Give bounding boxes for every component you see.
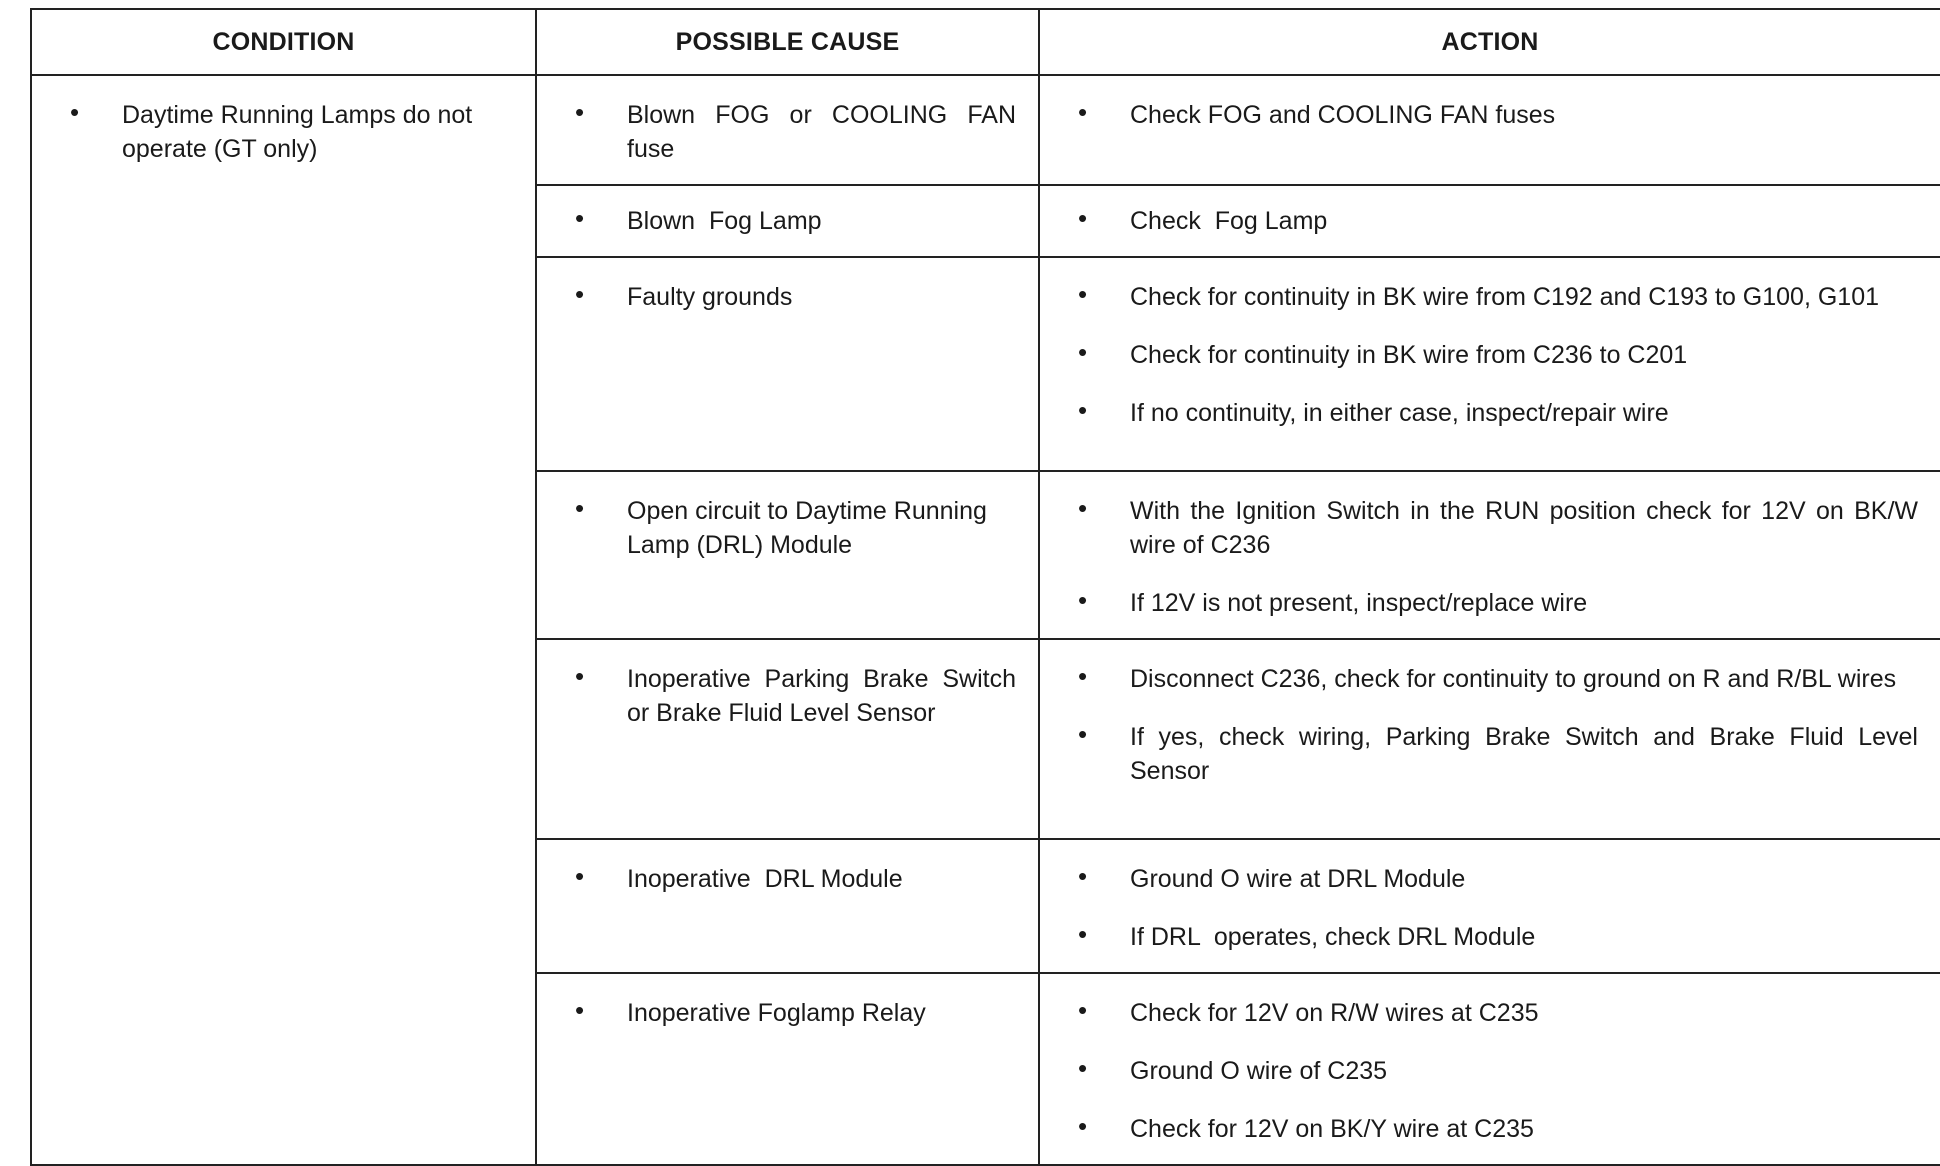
action-cell	[1039, 639, 1940, 839]
cause-cell	[536, 839, 1039, 973]
header-row	[31, 9, 1940, 75]
action-item: • Check FOG and COOLING FAN fuses	[1040, 98, 1940, 132]
cause-text: • Blown FOG or COOLING FAN fuse	[537, 98, 1038, 166]
action-item: • Check Fog Lamp	[1040, 204, 1940, 238]
cause-cell	[536, 639, 1039, 839]
condition-cell	[31, 75, 536, 1165]
action-item: • With the Ignition Switch in the RUN position check for 12V on BK/W wire of C236	[1040, 494, 1940, 562]
action-cell	[1039, 185, 1940, 257]
action-item: • If yes, check wiring, Parking Brake Switch and Brake Fluid Level Sensor	[1040, 720, 1940, 788]
action-item: • Check for continuity in BK wire from C236 to C201	[1040, 338, 1940, 372]
header-action: ACTION	[1039, 9, 1940, 75]
action-item: • If no continuity, in either case, inspect/repair wire	[1040, 396, 1940, 430]
cause-cell	[536, 973, 1039, 1165]
header-condition: CONDITION	[31, 9, 536, 75]
action-cell	[1039, 973, 1940, 1165]
cause-cell	[536, 185, 1039, 257]
cause-text: • Inoperative DRL Module	[537, 862, 1038, 896]
cause-text: • Open circuit to Daytime Running Lamp (DRL) Module	[537, 494, 1038, 562]
cause-cell	[536, 471, 1039, 639]
action-item: • If DRL operates, check DRL Module	[1040, 920, 1940, 954]
action-item: • If 12V is not present, inspect/replace wire	[1040, 586, 1940, 620]
action-item: • Ground O wire of C235	[1040, 1054, 1940, 1088]
action-cell	[1039, 257, 1940, 471]
action-cell	[1039, 75, 1940, 185]
cause-cell	[536, 257, 1039, 471]
action-item: • Check for continuity in BK wire from C192 and C193 to G100, G101	[1040, 280, 1940, 314]
diagnosis-table	[30, 8, 1940, 1166]
action-cell	[1039, 471, 1940, 639]
cause-cell	[536, 75, 1039, 185]
cause-text: • Inoperative Foglamp Relay	[537, 996, 1038, 1030]
action-cell	[1039, 839, 1940, 973]
cause-text: • Blown Fog Lamp	[537, 204, 1038, 238]
action-item: • Check for 12V on BK/Y wire at C235	[1040, 1112, 1940, 1146]
header-possible-cause: POSSIBLE CAUSE	[536, 9, 1039, 75]
action-item: • Ground O wire at DRL Module	[1040, 862, 1940, 896]
action-item: • Check for 12V on R/W wires at C235	[1040, 996, 1940, 1030]
condition-text: • Daytime Running Lamps do not operate (GT only)	[32, 98, 535, 166]
cause-text: • Inoperative Parking Brake Switch or Brake Fluid Level Sensor	[537, 662, 1038, 730]
action-item: • Disconnect C236, check for continuity to ground on R and R/BL wires	[1040, 662, 1940, 696]
cause-text: • Faulty grounds	[537, 280, 1038, 314]
table-row	[31, 75, 1940, 185]
